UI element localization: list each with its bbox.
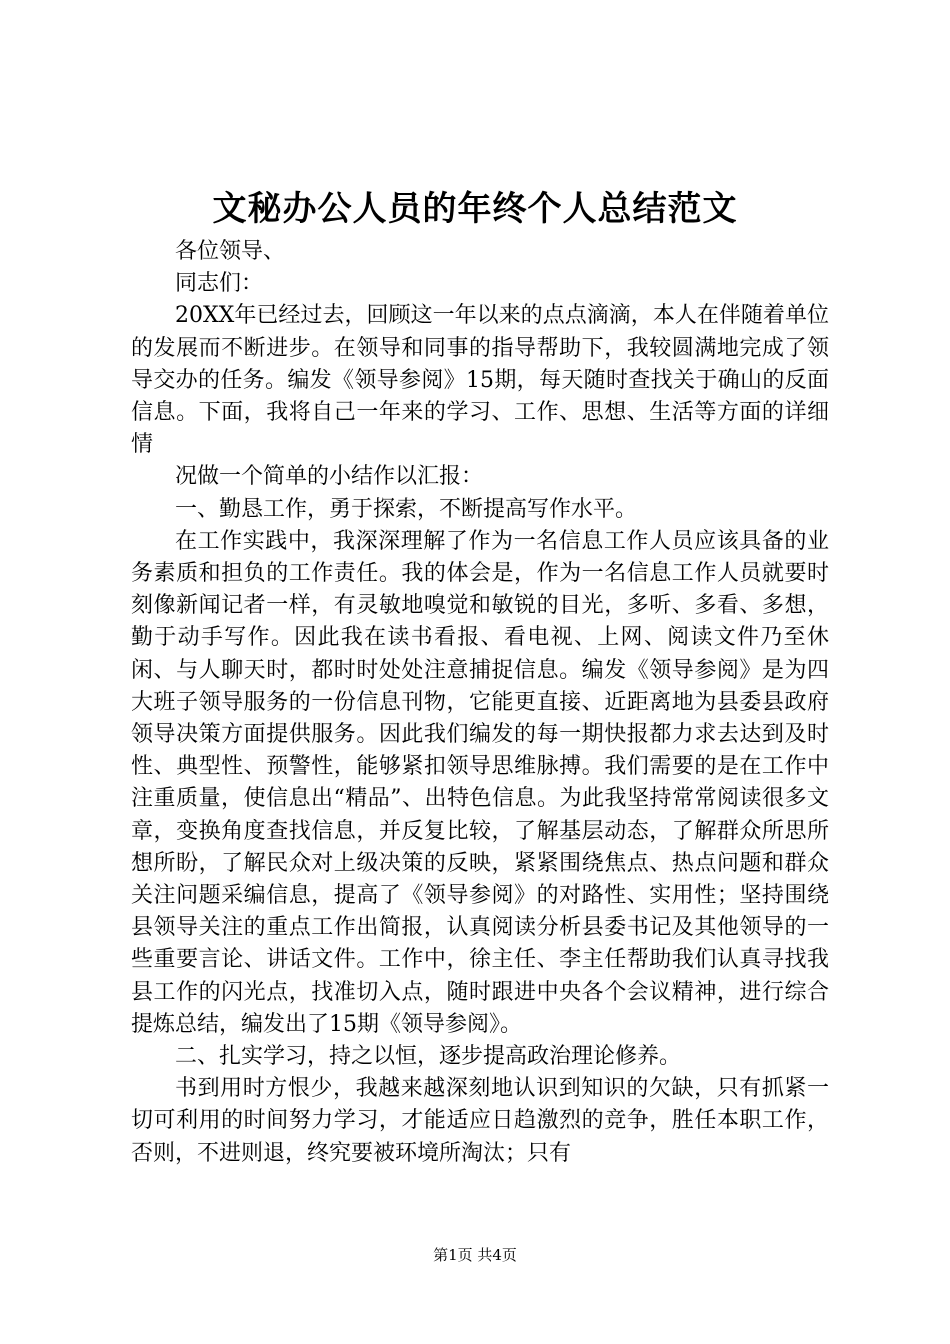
salutation-leaders: 各位领导、 [175, 239, 286, 264]
document-body [131, 236, 829, 1170]
section-2-paragraph: 书到用时方恨少，我越来越深刻地认识到知识的欠缺，只有抓紧一切可利用的时间努力学习，才能适应日趋激烈的竞争，胜任本职工作，否则，不进则退，终究要被环境所淘汰；只有 [131, 1076, 829, 1166]
section-1-paragraph: 在工作实践中，我深深理解了作为一名信息工作人员应该具备的业务素质和担负的工作责任。我的体会是，作为一名信息工作人员就要时刻像新闻记者一样，有灵敏地嗅觉和敏锐的目光，多听、多看、多想，勤于动手写作。因此我在读书看报、看电视、上网、阅读文件乃至休闲、与人聊天时，都时时处处注意捕捉信息。编发《领导参阅》是为四大班子领导服务的一份信息刊物，它能更直接、近距离地为县委县政府领导决策方面提供服务。因此我们编发的每一期快报都力求去达到及时性、典型性、预警性，能够紧扣领导思维脉搏。我们需要的是在工作中注重质量，使信息出“精品”、出特色信息。为此我坚持常常阅读很多文章，变换角度查找信息，并反复比较，了解基层动态，了解群众所思所想所盼，了解民众对上级决策的反映，紧紧围绕焦点、热点问题和群众关注问题采编信息，提高了《领导参阅》的对路性、实用性；坚持围绕县领导关注的重点工作出简报，认真阅读分析县委书记及其他领导的一些重要言论、讲话文件。工作中，徐主任、李主任帮助我们认真寻找我县工作的闪光点，找准切入点，随时跟进中央各个会议精神，进行综合提炼总结，编发出了15期《领导参阅》。 [131, 528, 829, 1037]
intro-paragraph: 20XX年已经过去，回顾这一年以来的点点滴滴，本人在伴随着单位的发展而不断进步。在领导和同事的指导帮助下，我较圆满地完成了领导交办的任务。编发《领导参阅》15期，每天随时查找关于确山的反面信息。下面，我将自己一年来的学习、工作、思想、生活等方面的详细情 [131, 303, 829, 458]
page-footer: 第1页 共4页 [433, 1246, 517, 1264]
salutation-colleagues: 同志们： [175, 271, 264, 297]
section-heading-2: 二、扎实学习，持之以恒，逐步提高政治理论修养。 [175, 1044, 682, 1070]
intro-paragraph-continued: 况做一个简单的小结作以汇报： [175, 464, 484, 490]
section-heading-1: 一、勤恳工作，勇于探索，不断提高写作水平。 [175, 496, 638, 522]
document-title: 文秘办公人员的年终个人总结范文 [212, 189, 738, 229]
